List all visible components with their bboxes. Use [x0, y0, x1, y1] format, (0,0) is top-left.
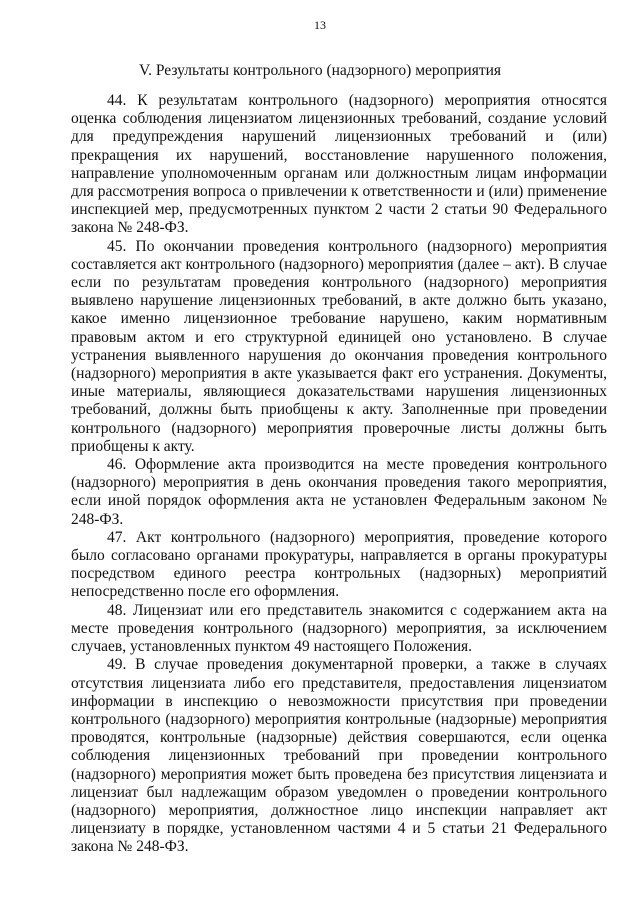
paragraph-48: 48. Лицензиат или его представитель знакомится с содержанием акта на месте проведения контрольного (надзорного) мероприятия, за исключением случаев, установленных пунктом 49 настоящего Положения. [71, 601, 607, 656]
paragraph-49: 49. В случае проведения документарной проверки, а также в случаях отсутствия лицензиата либо его представителя, предоставления лицензиатом информации в инспекцию о невозможности присутствия при проведении контрольного (надзорного) мероприятия контрольные (надзорные) мероприятия проводятся, контрольные (надзорные) действия совершаются, если оценка соблюдения лицензионных требований при проведении контрольного (надзорного) мероприятия может быть проведена без присутствия лицензиата и лицензиат был надлежащим образом уведомлен о проведении контрольного (надзорного) мероприятия, должностное лицо инспекции направляет акт лицензиату в порядке, установленном частями 4 и 5 статьи 21 Федерального закона № 248-ФЗ. [71, 656, 607, 856]
paragraph-45: 45. По окончании проведения контрольного (надзорного) мероприятия составляется акт контрольного (надзорного) мероприятия (далее – акт). В случае если по результатам проведения контрольного (надзорного) мероприятия выявлено нарушение лицензионных требований, в акте должно быть указано, какое именно лицензионное требование нарушено, каким нормативным правовым актом и его структурной единицей оно установлено. В случае устранения выявленного нарушения до окончания проведения контрольного (надзорного) мероприятия в акте указывается факт его устранения. Документы, иные материалы, являющиеся доказательствами нарушения лицензионных требований, должны быть приобщены к акту. Заполненные при проведении контрольного (надзорного) мероприятия проверочные листы должны быть приобщены к акту. [71, 237, 607, 455]
section-heading: V. Результаты контрольного (надзорного) мероприятия [138, 62, 502, 79]
paragraph-44: 44. К результатам контрольного (надзорного) мероприятия относятся оценка соблюдения лицензиатом лицензионных требований, создание условий для предупреждения нарушений лицензионных требований и (или) прекращения их нарушений, восстановление нарушенного положения, направление уполномоченным органам или должностным лицам информации для рассмотрения вопроса о привлечении к ответственности и (или) применение инспекцией мер, предусмотренных пунктом 2 части 2 статьи 90 Федерального закона № 248-ФЗ. [71, 92, 607, 237]
page-number: 13 [314, 18, 326, 32]
paragraph-46: 46. Оформление акта производится на месте проведения контрольного (надзорного) мероприятия в день окончания проведения такого мероприятия, если иной порядок оформления акта не установлен Федеральным законом № 248-ФЗ. [71, 456, 607, 528]
paragraph-47: 47. Акт контрольного (надзорного) мероприятия, проведение которого было согласовано органами прокуратуры, направляется в органы прокуратуры посредством единого реестра контрольных (надзорных) мероприятий непосредственно после его оформления. [71, 528, 607, 601]
document-body [71, 92, 607, 857]
